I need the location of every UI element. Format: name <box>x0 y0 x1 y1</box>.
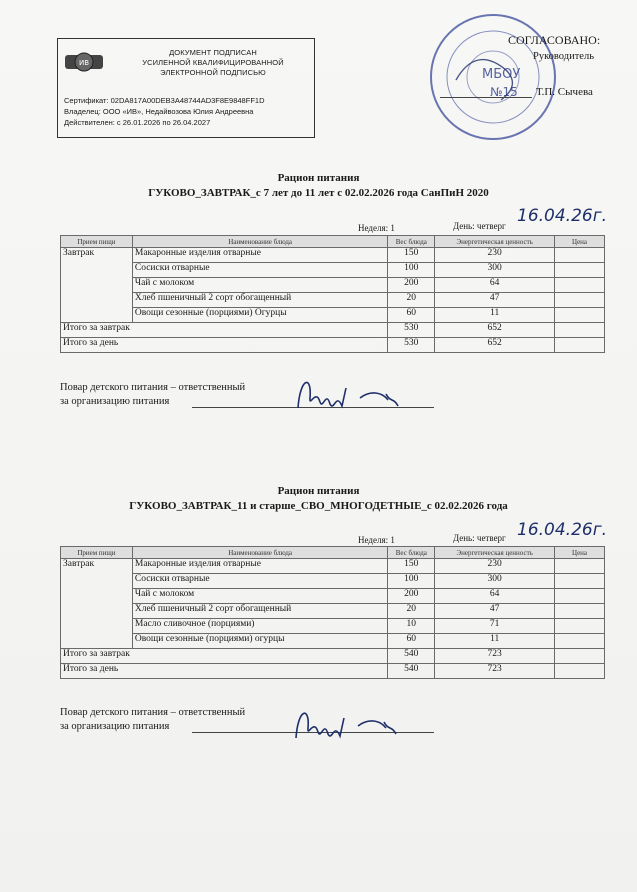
table-row <box>61 248 605 263</box>
menu2-subtitle: ГУКОВО_ЗАВТРАК_11 и старше_СВО_МНОГОДЕТНЫЕ_с 02.02.2026 года <box>129 500 508 512</box>
table-row <box>61 604 605 619</box>
dish-cell: Масло сливочное (порциями) <box>132 619 387 634</box>
total-label-cell: Итого за день <box>61 338 388 353</box>
menu2-signature-icon <box>288 700 408 750</box>
total-label-cell: Итого за завтрак <box>61 323 388 338</box>
total-label-cell: Итого за день <box>61 664 388 679</box>
price-cell <box>555 323 605 338</box>
menu1-handwritten-date: 16.04.26г. <box>517 206 608 226</box>
price-cell <box>555 559 605 574</box>
energy-cell: 230 <box>435 248 555 263</box>
table-row <box>61 263 605 278</box>
price-cell <box>555 248 605 263</box>
price-cell <box>555 649 605 664</box>
energy-cell: 47 <box>435 293 555 308</box>
total-label-cell: Итого за завтрак <box>61 649 388 664</box>
dish-cell: Макаронные изделия отварные <box>132 559 387 574</box>
energy-cell: 11 <box>435 308 555 323</box>
price-cell <box>555 278 605 293</box>
table-row <box>61 634 605 649</box>
total-meal-row <box>61 323 605 338</box>
dish-cell: Хлеб пшеничный 2 сорт обогащенный <box>132 293 387 308</box>
dish-cell: Овощи сезонные (порциями) огурцы <box>132 634 387 649</box>
col-weight-header: Вес блюда <box>388 547 435 559</box>
total-energy-cell: 723 <box>435 649 555 664</box>
menu1-subtitle: ГУКОВО_ЗАВТРАК_с 7 лет до 11 лет с 02.02.2026 года СанПиН 2020 <box>148 187 489 199</box>
cook-line1: Повар детского питания – ответственный <box>60 382 246 393</box>
dish-cell: Овощи сезонные (порциями) Огурцы <box>132 308 387 323</box>
total-weight-cell: 530 <box>388 338 435 353</box>
table-row <box>61 308 605 323</box>
total-energy-cell: 652 <box>435 323 555 338</box>
table-header-row <box>61 236 605 248</box>
col-meal-header: Прием пищи <box>61 236 133 248</box>
energy-cell: 47 <box>435 604 555 619</box>
seal-text: МБОУ <box>482 67 521 82</box>
menu2-week: Неделя: 1 <box>358 535 395 545</box>
cook-line1: Повар детского питания – ответственный <box>60 707 246 718</box>
price-cell <box>555 338 605 353</box>
stamp-validity: Действителен: с 26.01.2026 по 26.04.2027 <box>64 118 211 127</box>
col-energy-header: Энергетическая ценность <box>435 236 555 248</box>
table-row <box>61 589 605 604</box>
table-row <box>61 559 605 574</box>
col-energy-header: Энергетическая ценность <box>435 547 555 559</box>
weight-cell: 60 <box>388 308 435 323</box>
menu1-cook-signature-block <box>60 381 245 409</box>
table-row <box>61 619 605 634</box>
company-logo-icon <box>64 49 104 75</box>
total-energy-cell: 652 <box>435 338 555 353</box>
menu2-title: Рацион питания <box>277 485 360 497</box>
price-cell <box>555 634 605 649</box>
school-seal-icon <box>426 10 561 145</box>
weight-cell: 60 <box>388 634 435 649</box>
col-meal-header: Прием пищи <box>61 547 133 559</box>
weight-cell: 10 <box>388 619 435 634</box>
dish-cell: Хлеб пшеничный 2 сорт обогащенный <box>132 604 387 619</box>
energy-cell: 300 <box>435 263 555 278</box>
menu1-day: День: четверг <box>453 221 506 231</box>
col-price-header: Цена <box>555 547 605 559</box>
table-row <box>61 278 605 293</box>
weight-cell: 200 <box>388 589 435 604</box>
energy-cell: 230 <box>435 559 555 574</box>
approval-label: СОГЛАСОВАНО: <box>508 33 601 47</box>
weight-cell: 200 <box>388 278 435 293</box>
total-meal-row <box>61 649 605 664</box>
seal-number: №15 <box>490 85 518 99</box>
weight-cell: 150 <box>388 559 435 574</box>
stamp-title-line2: УСИЛЕННОЙ КВАЛИФИЦИРОВАННОЙ <box>142 58 284 67</box>
dish-cell: Макаронные изделия отварные <box>132 248 387 263</box>
total-weight-cell: 540 <box>388 649 435 664</box>
dish-cell: Сосиски отварные <box>132 263 387 278</box>
menu1-title: Рацион питания <box>277 172 360 184</box>
stamp-title-line1: ДОКУМЕНТ ПОДПИСАН <box>169 48 257 57</box>
price-cell <box>555 604 605 619</box>
weight-cell: 100 <box>388 574 435 589</box>
weight-cell: 150 <box>388 248 435 263</box>
total-energy-cell: 723 <box>435 664 555 679</box>
total-weight-cell: 530 <box>388 323 435 338</box>
dish-cell: Чай с молоком <box>132 278 387 293</box>
weight-cell: 20 <box>388 604 435 619</box>
stamp-certificate: Сертификат: 02DA817A00DEB3A48744AD3F8E9848FF1D <box>64 96 265 105</box>
meal-cell: Завтрак <box>61 559 133 649</box>
col-dish-header: Наименование блюда <box>132 547 387 559</box>
col-weight-header: Вес блюда <box>388 236 435 248</box>
price-cell <box>555 619 605 634</box>
weight-cell: 100 <box>388 263 435 278</box>
energy-cell: 300 <box>435 574 555 589</box>
menu2-handwritten-date: 16.04.26г. <box>517 520 608 540</box>
stamp-owner: Владелец: ООО «ИВ», Недайвозова Юлия Андреевна <box>64 107 254 116</box>
cook-line2: за организацию питания <box>60 396 170 407</box>
menu2-day: День: четверг <box>453 533 506 543</box>
menu1-table <box>60 235 605 353</box>
meal-cell: Завтрак <box>61 248 133 323</box>
energy-cell: 71 <box>435 619 555 634</box>
energy-cell: 11 <box>435 634 555 649</box>
total-day-row <box>61 338 605 353</box>
price-cell <box>555 293 605 308</box>
e-signature-stamp <box>57 38 315 138</box>
col-price-header: Цена <box>555 236 605 248</box>
stamp-title-line3: ЭЛЕКТРОННОЙ ПОДПИСЬЮ <box>160 68 266 77</box>
col-dish-header: Наименование блюда <box>132 236 387 248</box>
cook-line2: за организацию питания <box>60 721 170 732</box>
price-cell <box>555 308 605 323</box>
price-cell <box>555 574 605 589</box>
energy-cell: 64 <box>435 278 555 293</box>
approval-role: Руководитель <box>533 51 594 62</box>
price-cell <box>555 664 605 679</box>
approval-name: Т.П. Сычева <box>536 86 593 98</box>
stamp-title <box>118 48 308 78</box>
menu2-table <box>60 546 605 679</box>
table-header-row <box>61 547 605 559</box>
weight-cell: 20 <box>388 293 435 308</box>
menu1-week: Неделя: 1 <box>358 223 395 233</box>
stamp-details <box>64 95 264 128</box>
table-row <box>61 574 605 589</box>
total-weight-cell: 540 <box>388 664 435 679</box>
energy-cell: 64 <box>435 589 555 604</box>
menu1-signature-icon <box>290 368 410 418</box>
dish-cell: Чай с молоком <box>132 589 387 604</box>
approval-signature-line <box>440 97 532 98</box>
price-cell <box>555 263 605 278</box>
price-cell <box>555 589 605 604</box>
dish-cell: Сосиски отварные <box>132 574 387 589</box>
table-row <box>61 293 605 308</box>
total-day-row <box>61 664 605 679</box>
svg-text:ИВ: ИВ <box>78 59 90 67</box>
menu2-cook-signature-block <box>60 706 245 734</box>
